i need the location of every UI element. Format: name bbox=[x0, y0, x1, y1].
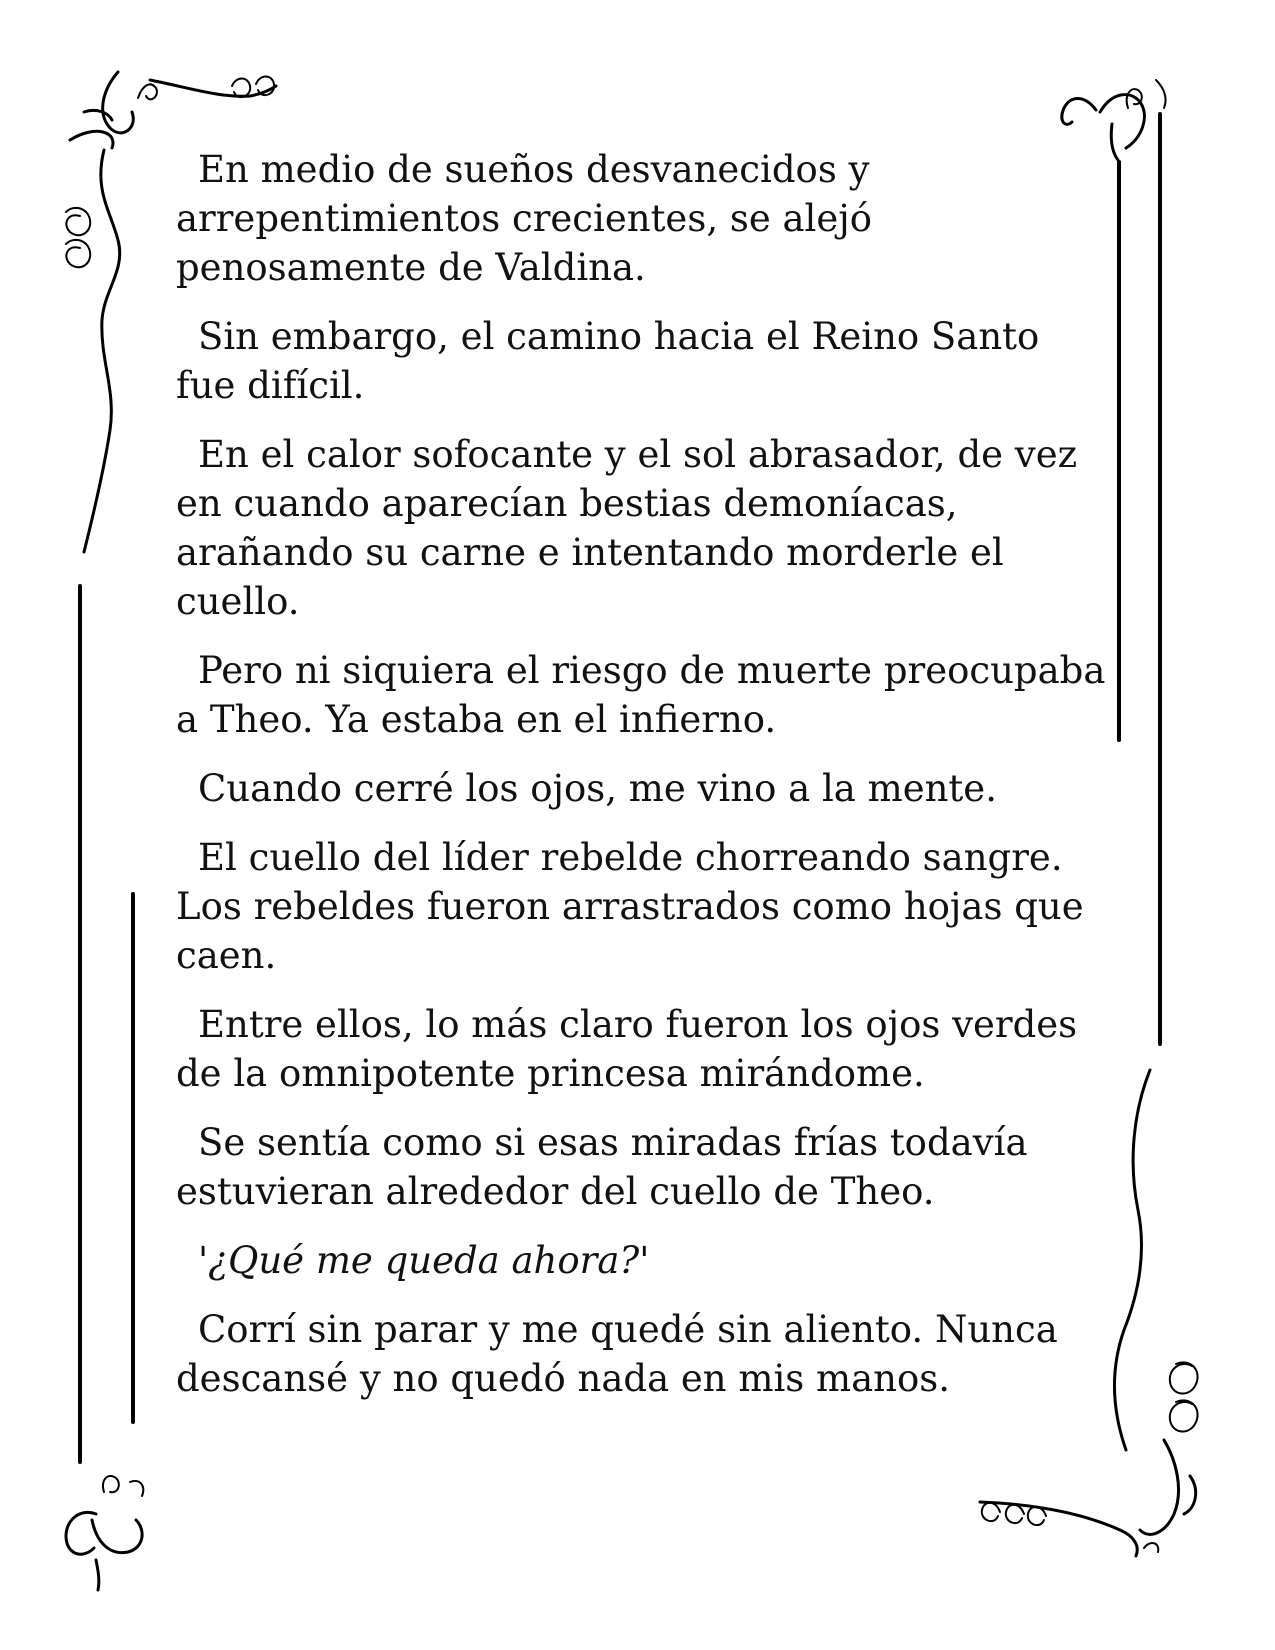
paragraph-7: Entre ellos, lo más claro fueron los ojos verdes de la omnipotente princesa mirándome. bbox=[176, 1003, 1078, 1095]
paragraph-1: En medio de sueños desvanecidos y arrepentimientos crecientes, se alejó penosamente de Valdina. bbox=[176, 148, 873, 289]
paragraph-2: Sin embargo, el camino hacia el Reino Santo fue difícil. bbox=[176, 315, 1040, 407]
flourish-bottom-left-icon bbox=[66, 1476, 143, 1590]
paragraph-3: En el calor sofocante y el sol abrasador, de vez en cuando aparecían bestias demoníacas, arañando su carne e intentando morderle el cuello. bbox=[176, 433, 1078, 623]
paragraph-4: Pero ni siquiera el riesgo de muerte preocupaba a Theo. Ya estaba en el infierno. bbox=[176, 649, 1106, 741]
paragraph-6: El cuello del líder rebelde chorreando sangre. Los rebeldes fueron arrastrados como hojas que caen. bbox=[176, 836, 1084, 977]
paragraph-9-thought: '¿Qué me queda ahora?' bbox=[198, 1239, 650, 1282]
story-text bbox=[176, 145, 1106, 1423]
paragraph-5: Cuando cerré los ojos, me vino a la mente. bbox=[198, 767, 997, 810]
paragraph-10: Corrí sin parar y me quedé sin aliento. Nunca descansé y no quedó nada en mis manos. bbox=[176, 1308, 1058, 1400]
paragraph-8: Se sentía como si esas miradas frías todavía estuvieran alrededor del cuello de Theo. bbox=[176, 1121, 1028, 1213]
